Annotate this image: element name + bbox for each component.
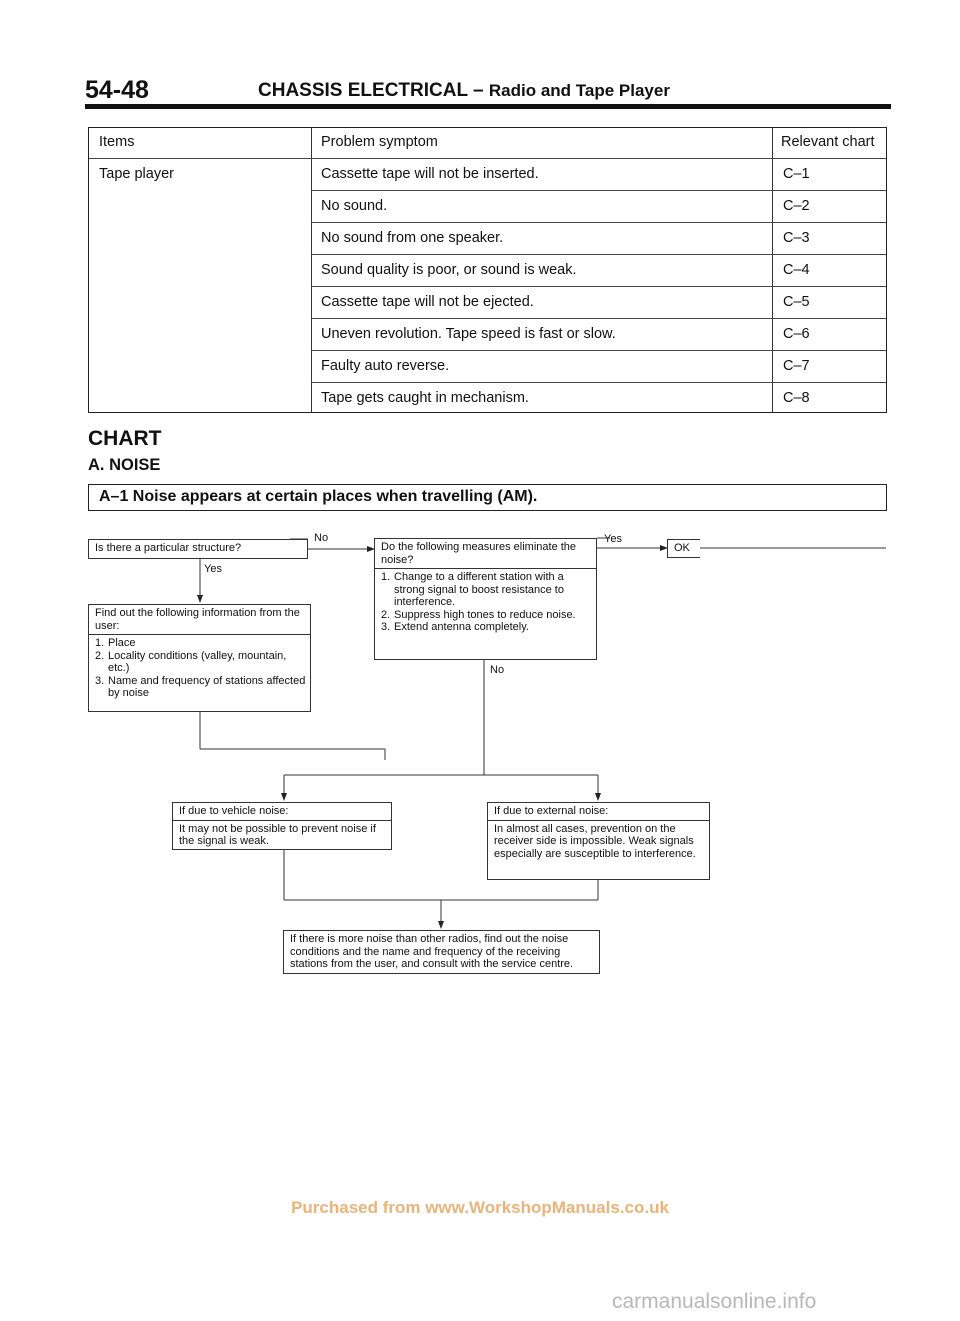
list-item: [381, 609, 592, 622]
question-structure-text: Is there a particular structure?: [95, 542, 242, 554]
table-cell-chart: C–4: [783, 262, 810, 278]
table-cell-chart: C–3: [783, 230, 810, 246]
label-no-2: No: [490, 664, 505, 676]
purchase-footer: Purchased from www.WorkshopManuals.co.uk: [291, 1198, 669, 1217]
table-cell-symptom: No sound from one speaker.: [321, 230, 504, 246]
external-noise-heading: If due to external noise:: [488, 803, 709, 821]
vehicle-noise-box: [172, 802, 392, 850]
final-advice-box: [283, 930, 600, 974]
list-text: Change to a different station with a strong signal to boost resistance to interference.: [394, 571, 564, 608]
list-item: [381, 571, 592, 609]
chart-heading: CHART: [88, 427, 162, 450]
label-yes: Yes: [204, 563, 222, 575]
list-item: [95, 637, 306, 650]
final-advice-text: If there is more noise than other radios, find out the noise conditions and the name and frequency of the receiving stations from the user, and consult with the service centre.: [290, 933, 574, 970]
table-cell-chart: C–6: [783, 326, 810, 342]
table-cell-symptom: Cassette tape will not be ejected.: [321, 294, 534, 310]
table-cell-symptom: Cassette tape will not be inserted.: [321, 166, 539, 182]
find-info-heading: Find out the following information from the user:: [89, 605, 310, 635]
list-item: [95, 675, 306, 700]
list-number: 2.: [381, 608, 391, 621]
list-item: [381, 621, 592, 634]
page-number: 54-48: [85, 76, 149, 104]
table-cell-chart: C–5: [783, 294, 810, 310]
table-cell-chart: C–7: [783, 358, 810, 374]
list-text: Suppress high tones to reduce noise.: [394, 608, 576, 621]
list-number: 3.: [95, 674, 105, 687]
question-structure-box: [88, 539, 308, 559]
watermark: carmanualsonline.info: [612, 1290, 817, 1313]
question-measures-box: [374, 538, 597, 660]
measures-list: [381, 571, 592, 634]
external-noise-box: [487, 802, 710, 880]
label-no: No: [314, 532, 329, 544]
table-cell-symptom: Sound quality is poor, or sound is weak.: [321, 262, 577, 278]
vehicle-noise-text: It may not be possible to prevent noise if the signal is weak.: [179, 822, 376, 847]
list-number: 1.: [381, 571, 391, 583]
find-info-box: [88, 604, 311, 712]
table-cell-chart: C–1: [783, 166, 810, 182]
list-item: [95, 650, 306, 675]
table-cell-symptom: Faulty auto reverse.: [321, 358, 450, 374]
list-text: Name and frequency of stations affected by noise: [108, 674, 306, 699]
page-title-sub: Radio and Tape Player: [488, 81, 670, 100]
table-header-items: Items: [99, 134, 135, 150]
find-info-list: [95, 637, 306, 700]
ok-text: OK: [674, 542, 690, 554]
table-header-symptom: Problem symptom: [321, 134, 438, 150]
page-title-dash: –: [473, 80, 484, 101]
ok-box: [667, 539, 700, 558]
table-cell-chart: C–8: [783, 390, 810, 406]
procedure-title: A–1 Noise appears at certain places when travelling (AM).: [99, 488, 538, 505]
list-number: 2.: [95, 649, 105, 662]
question-measures-text: Do the following measures eliminate the noise?: [375, 539, 596, 569]
page-title-main: CHASSIS ELECTRICAL: [258, 80, 468, 101]
table-cell-symptom: Tape gets caught in mechanism.: [321, 390, 529, 406]
list-number: 3.: [381, 621, 391, 633]
section-heading: A. NOISE: [88, 456, 161, 474]
table-item-tape-player: Tape player: [99, 166, 174, 182]
label-yes-2: Yes: [604, 533, 622, 545]
list-number: 1.: [95, 637, 105, 649]
list-text: Locality conditions (valley, mountain, etc.): [108, 649, 287, 674]
list-text: Extend antenna completely.: [394, 621, 529, 633]
external-noise-text: In almost all cases, prevention on the receiver side is impossible. Weak signals especially are susceptible to interference.: [494, 822, 696, 860]
table-header-chart: Relevant chart: [781, 134, 875, 150]
table-cell-symptom: No sound.: [321, 198, 388, 214]
list-text: Place: [108, 637, 136, 649]
vehicle-noise-heading: If due to vehicle noise:: [173, 803, 391, 821]
table-cell-symptom: Uneven revolution. Tape speed is fast or slow.: [321, 326, 616, 342]
table-cell-chart: C–2: [783, 198, 810, 214]
